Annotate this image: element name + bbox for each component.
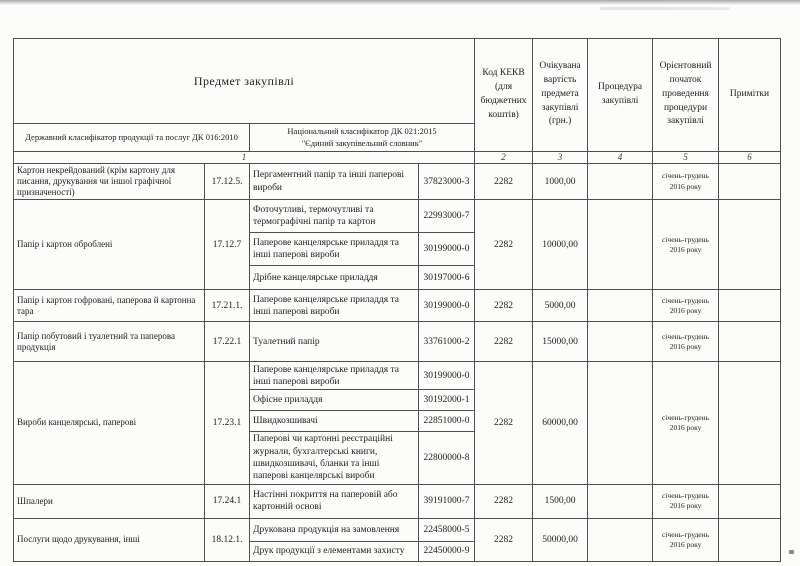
kekv-cell: 2282 — [475, 290, 533, 322]
expected-value-cell: 1000,00 — [533, 163, 588, 200]
header-start: Орієнтовний початок проведення процедури закупівлі — [653, 39, 719, 152]
dk021-code-cell: 22993000-7 — [419, 200, 475, 233]
dk021-code-cell: 37823000-3 — [419, 163, 475, 200]
dk021-code-cell: 30197000-6 — [419, 266, 475, 290]
start-period-cell: січень-грудень 2016 року — [653, 484, 719, 518]
dk021-code-cell: 22851000-0 — [419, 411, 475, 432]
expected-value-cell: 1500,00 — [533, 484, 588, 518]
kekv-cell: 2282 — [475, 518, 533, 561]
dk021-desc-cell: Паперове канцелярське приладдя та інші паперові вироби — [250, 290, 419, 322]
procurement-subject-cell: Вироби канцелярські, паперові — [14, 362, 205, 484]
header-classifier-state: Державний класифікатор продукції та послуг ДК 016:2010 — [14, 124, 250, 152]
notes-cell — [719, 518, 781, 561]
dk021-code-cell: 22450000-9 — [419, 541, 475, 561]
kekv-cell: 2282 — [475, 163, 533, 200]
header-subject: Предмет закупівлі — [14, 39, 475, 124]
dk016-code-cell: 17.12.5. — [205, 163, 250, 200]
dk021-desc-cell: Паперові чи картонні реєстраційні журнали, бухгалтерські книги, швидкозшивачі, бланки та інші паперові канцелярські вироби — [250, 432, 419, 484]
table-row — [14, 200, 781, 233]
procurement-subject-cell: Папір і картон гофровані, паперова й картонна тара — [14, 290, 205, 322]
header-kekv: Код КЕКВ (для бюджетних коштів) — [475, 39, 533, 152]
header-classifier-national-line2: "Єдиний закупівельний словник" — [301, 138, 423, 149]
scan-smudge-artifact — [600, 7, 730, 10]
procedure-cell — [588, 163, 653, 200]
table-row — [14, 484, 781, 518]
start-period-cell: січень-грудень 2016 року — [653, 518, 719, 561]
dk021-desc-cell: Швидкозшивачі — [250, 411, 419, 432]
dk021-code-cell: 22458000-5 — [419, 518, 475, 541]
dk021-code-cell: 22800000-8 — [419, 432, 475, 484]
start-period-cell: січень-грудень 2016 року — [653, 200, 719, 290]
header-expected-value: Очікувана вартість предмета закупівлі (грн.) — [533, 39, 588, 152]
procurement-subject-cell: Папір і картон оброблені — [14, 200, 205, 290]
dk021-code-cell: 33761000-2 — [419, 322, 475, 362]
table-row — [14, 322, 781, 362]
table-row — [14, 518, 781, 541]
kekv-cell: 2282 — [475, 322, 533, 362]
dk021-code-cell: 30192000-1 — [419, 390, 475, 411]
start-period-cell: січень-грудень 2016 року — [653, 362, 719, 484]
procedure-cell — [588, 362, 653, 484]
table-row — [14, 163, 781, 200]
dk021-code-cell: 30199000-0 — [419, 290, 475, 322]
column-number: 1 — [14, 151, 475, 163]
notes-cell — [719, 362, 781, 484]
procurement-plan-table — [13, 38, 781, 562]
start-period-cell: січень-грудень 2016 року — [653, 290, 719, 322]
table-row — [14, 290, 781, 322]
dk021-desc-cell: Друкована продукція на замовлення — [250, 518, 419, 541]
column-number: 3 — [533, 151, 588, 163]
dk021-desc-cell: Туалетний папір — [250, 322, 419, 362]
dk021-code-cell: 39191000-7 — [419, 484, 475, 518]
column-number: 5 — [653, 151, 719, 163]
dk021-desc-cell: Друк продукції з елементами захисту — [250, 541, 419, 561]
notes-cell — [719, 290, 781, 322]
notes-cell — [719, 200, 781, 290]
expected-value-cell: 15000,00 — [533, 322, 588, 362]
scan-dot-artifact — [789, 550, 794, 554]
dk016-code-cell: 17.21.1. — [205, 290, 250, 322]
dk021-code-cell: 30199000-0 — [419, 233, 475, 266]
notes-cell — [719, 322, 781, 362]
procedure-cell — [588, 290, 653, 322]
dk021-desc-cell: Офісне приладдя — [250, 390, 419, 411]
procedure-cell — [588, 484, 653, 518]
dk016-code-cell: 18.12.1. — [205, 518, 250, 561]
dk021-desc-cell: Пергаментний папір та інші паперові вироби — [250, 163, 419, 200]
procurement-subject-cell: Картон некрейдований (крім картону для писання, друкування чи іншої графічної призначеності) — [14, 163, 205, 200]
table-row — [14, 362, 781, 390]
dk016-code-cell: 17.24.1 — [205, 484, 250, 518]
start-period-cell: січень-грудень 2016 року — [653, 322, 719, 362]
dk016-code-cell: 17.22.1 — [205, 322, 250, 362]
header-classifier-national-line1: Національний класифікатор ДК 021:2015 — [287, 126, 437, 136]
procedure-cell — [588, 322, 653, 362]
column-number: 2 — [475, 151, 533, 163]
column-number: 4 — [588, 151, 653, 163]
notes-cell — [719, 163, 781, 200]
procedure-cell — [588, 200, 653, 290]
procurement-subject-cell: Папір побутовий і туалетний та паперова продукція — [14, 322, 205, 362]
dk021-desc-cell: Дрібне канцелярське приладдя — [250, 266, 419, 290]
notes-cell — [719, 484, 781, 518]
expected-value-cell: 5000,00 — [533, 290, 588, 322]
dk021-desc-cell: Фоточутливі, термочутливі та термографічні папір та картон — [250, 200, 419, 233]
dk021-desc-cell: Настінні покриття на паперовій або картонній основі — [250, 484, 419, 518]
procurement-subject-cell: Шпалери — [14, 484, 205, 518]
header-classifier-national — [250, 124, 475, 152]
dk021-code-cell: 30199000-0 — [419, 362, 475, 390]
procedure-cell — [588, 518, 653, 561]
start-period-cell: січень-грудень 2016 року — [653, 163, 719, 200]
kekv-cell: 2282 — [475, 362, 533, 484]
dk021-desc-cell: Паперове канцелярське приладдя та інші паперові вироби — [250, 233, 419, 266]
kekv-cell: 2282 — [475, 200, 533, 290]
dk021-desc-cell: Паперове канцелярське приладдя та інші паперові вироби — [250, 362, 419, 390]
procurement-subject-cell: Послуги щодо друкування, інші — [14, 518, 205, 561]
column-number: 6 — [719, 151, 781, 163]
dk016-code-cell: 17.23.1 — [205, 362, 250, 484]
kekv-cell: 2282 — [475, 484, 533, 518]
dk016-code-cell: 17.12.7 — [205, 200, 250, 290]
header-notes: Примітки — [719, 39, 781, 152]
scan-edge-artifact — [0, 0, 800, 5]
expected-value-cell: 60000,00 — [533, 362, 588, 484]
header-procedure: Процедура закупівлі — [588, 39, 653, 152]
expected-value-cell: 50000,00 — [533, 518, 588, 561]
expected-value-cell: 10000,00 — [533, 200, 588, 290]
